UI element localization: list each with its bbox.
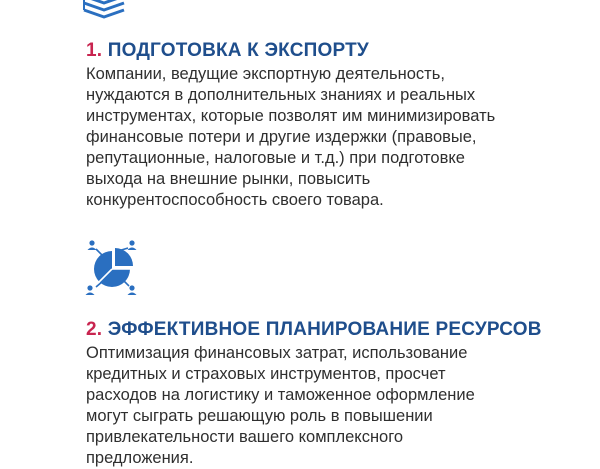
section-body-text: Оптимизация финансовых затрат, использование кредитных и страховых инструментов, просчет расходов на логистику и таможенное оформление могут сыграть решающую роль в повышении привлекательности вашего комплексного предложения.: [86, 344, 475, 467]
section-title: ПОДГОТОВКА К ЭКСПОРТУ: [107, 40, 369, 61]
section-title: ЭФФЕКТИВНОЕ ПЛАНИРОВАНИЕ РЕСУРСОВ: [107, 319, 542, 340]
section-number: 1.: [86, 40, 103, 61]
books-stack-icon: [82, 0, 126, 20]
section-body-text: Компании, ведущие экспортную деятельность, нуждаются в дополнительных знаниях и реальных инструментах, которые позволят им минимизировать финансовые потери и другие издержки (правовые, репутационные, налоговые и т.д.) при подготовке выхода на внешние рынки, повысить конкурентоспособность своего товара.: [86, 65, 496, 209]
section-export-preparation: [86, 38, 596, 211]
section-number: 2.: [86, 319, 103, 340]
section-heading: [86, 317, 596, 343]
pie-chart-people-icon: [84, 237, 140, 297]
section-resource-planning: [86, 317, 596, 469]
section-heading: [86, 38, 596, 64]
